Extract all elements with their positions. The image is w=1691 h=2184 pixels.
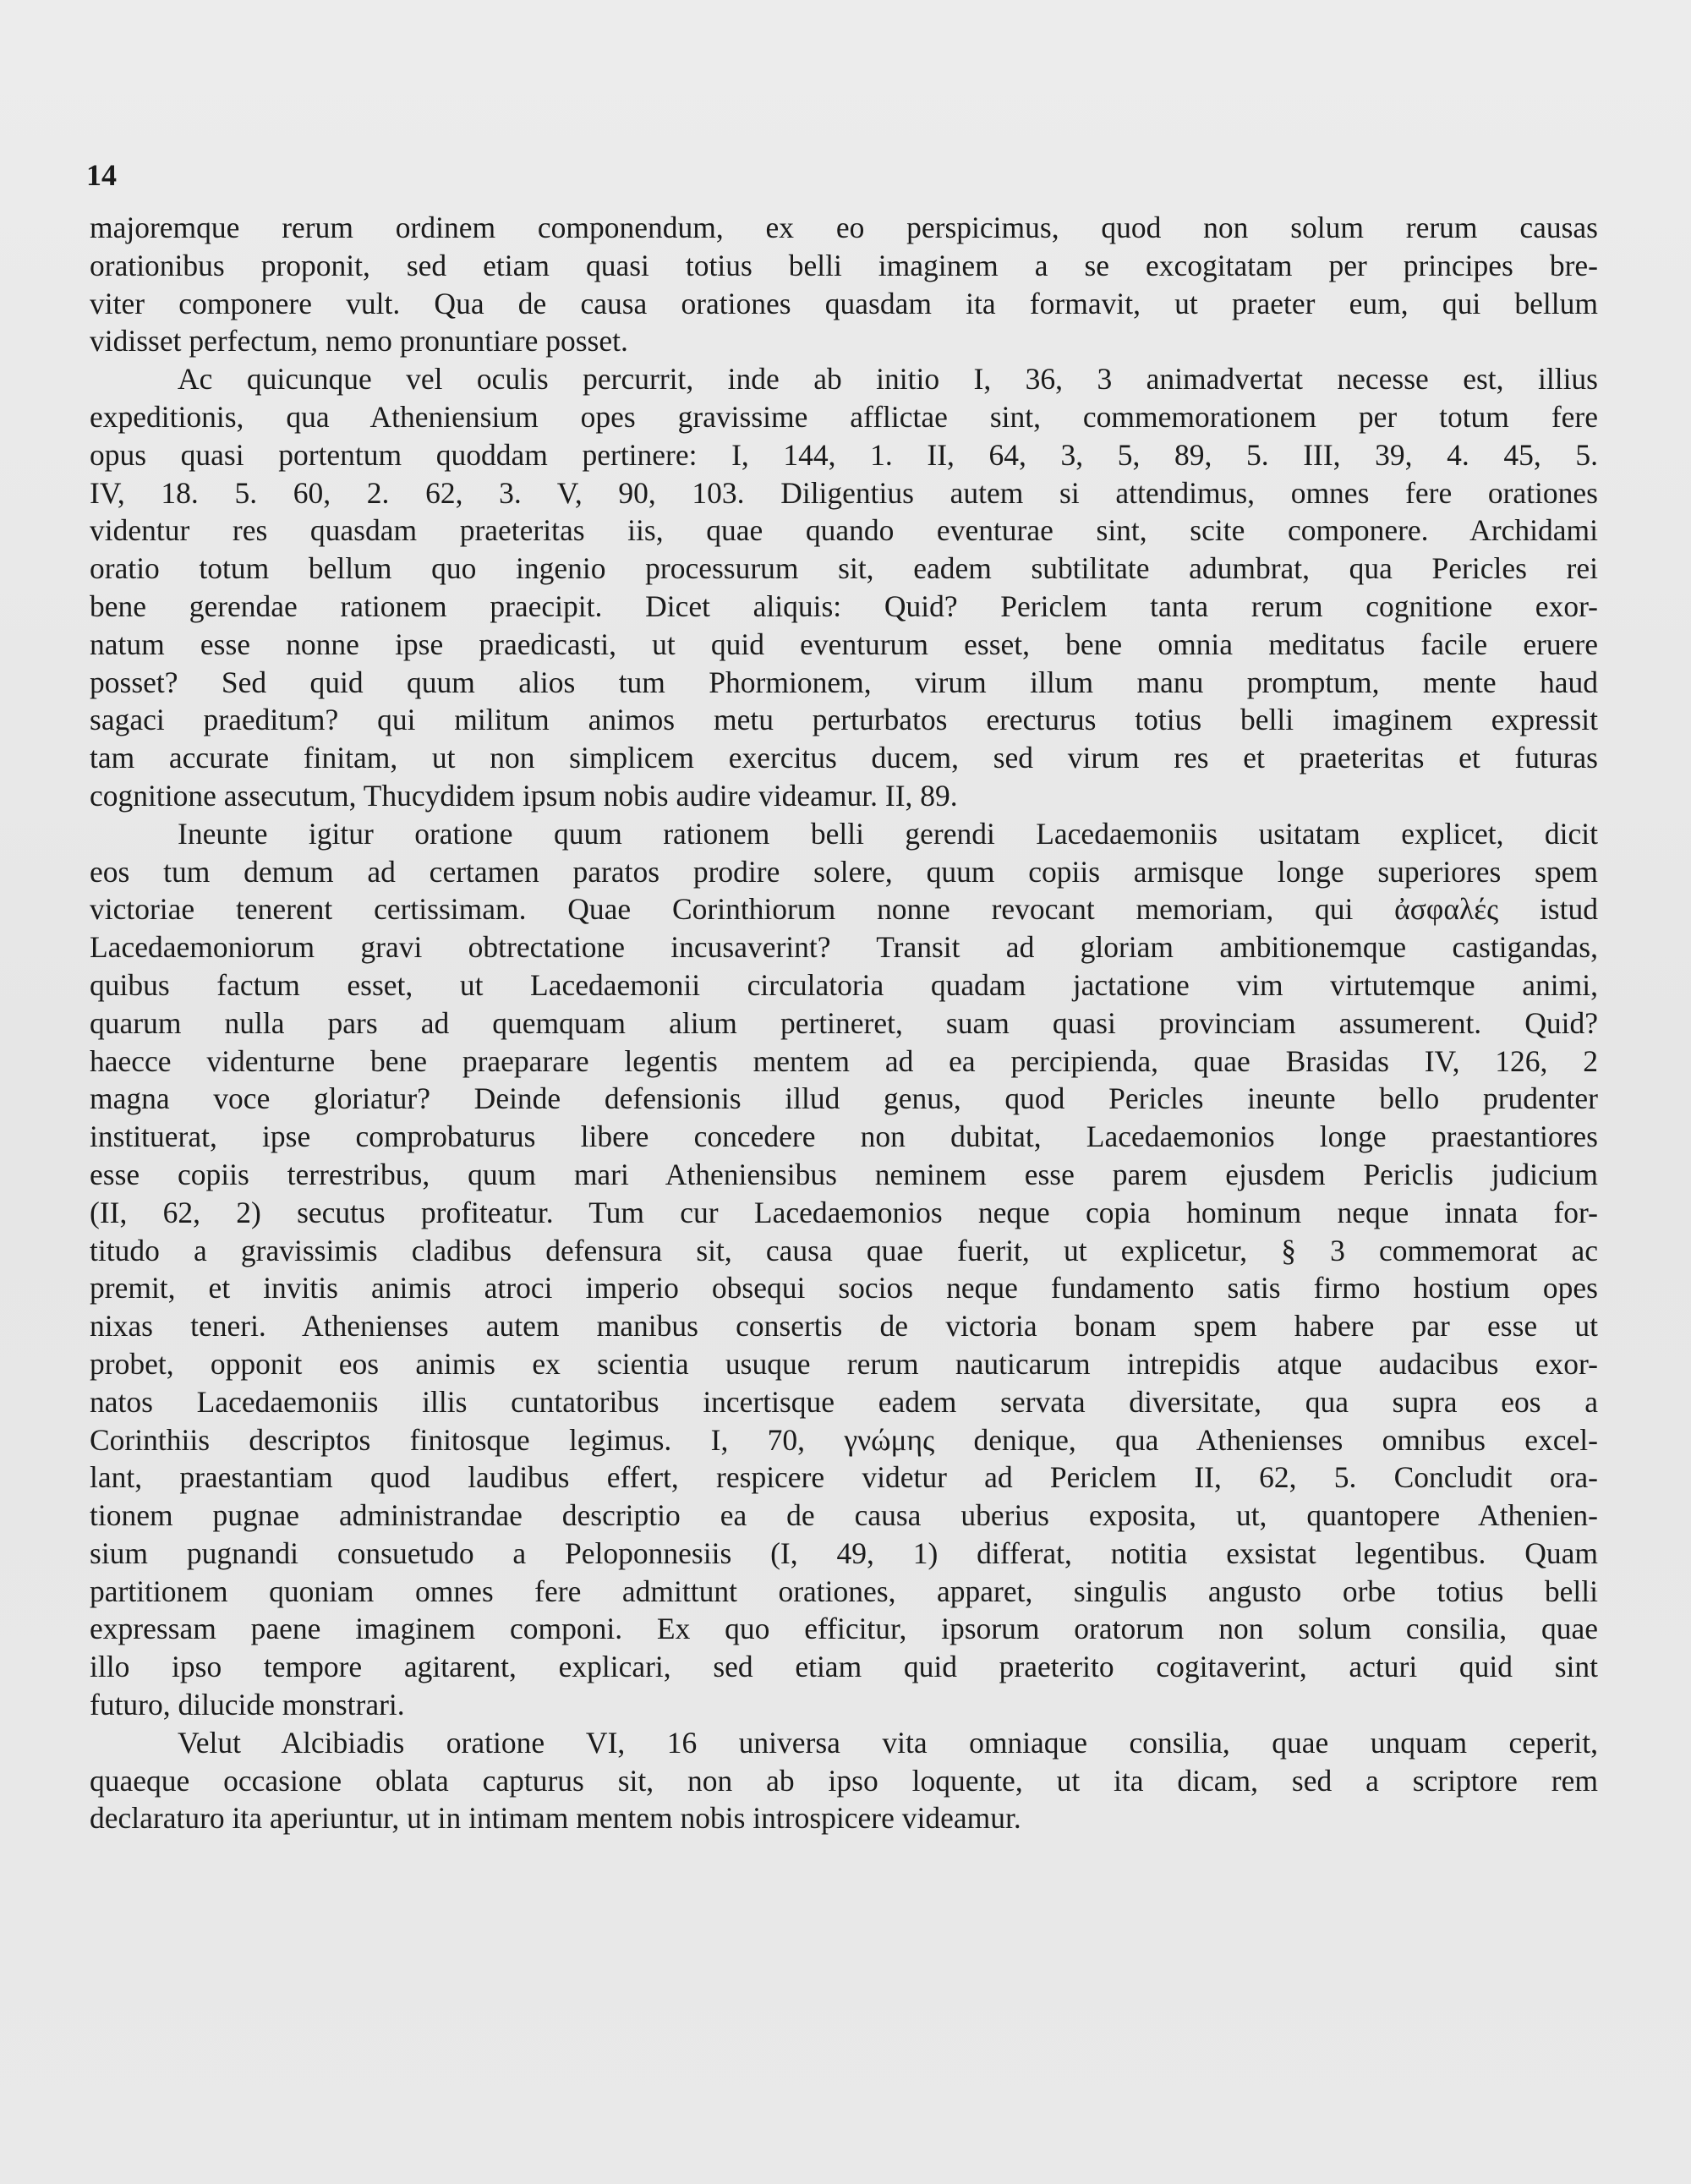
text-line: expressam paene imaginem componi. Ex quo efficitur, ipsorum oratorum non solum consilia, quae bbox=[90, 1612, 1598, 1646]
text-line: Ac quicunque vel oculis percurrit, inde ab initio I, 36, 3 animadvertat necesse est, illius bbox=[178, 362, 1598, 397]
text-line: videntur res quasdam praeteritas iis, quae quando eventurae sint, scite componere. Archidami bbox=[90, 513, 1598, 548]
text-line: futuro, dilucide monstrari. bbox=[90, 1688, 405, 1722]
text-line: cognitione assecutum, Thucydidem ipsum nobis audire videamur. II, 89. bbox=[90, 778, 958, 813]
text-line: quarum nulla pars ad quemquam alium pertineret, suam quasi provinciam assumerent. Quid? bbox=[90, 1005, 1598, 1040]
text-line: expeditionis, qua Atheniensium opes gravissime afflictae sint, commemorationem per totum fere bbox=[90, 399, 1598, 434]
text-line: quibus factum esset, ut Lacedaemonii circulatoria quadam jactatione vim virtutemque animi, bbox=[90, 967, 1598, 1002]
text-line: declaraturo ita aperiuntur, ut in intimam mentem nobis introspicere videamur. bbox=[90, 1801, 1021, 1836]
text-line: viter componere vult. Qua de causa orationes quasdam ita formavit, ut praeter eum, qui bellum bbox=[90, 286, 1598, 320]
paragraph bbox=[90, 1724, 1598, 1837]
text-line: partitionem quoniam omnes fere admittunt orationes, apparet, singulis angusto orbe totius belli bbox=[90, 1574, 1598, 1608]
paragraph bbox=[90, 360, 1598, 815]
text-line: probet, opponit eos animis ex scientia usuque rerum nauticarum intrepidis atque audacibus exor- bbox=[90, 1346, 1598, 1381]
text-line: lant, praestantiam quod laudibus effert, respicere videtur ad Periclem II, 62, 5. Concludit ora- bbox=[90, 1460, 1598, 1495]
text-line: quaeque occasione oblata capturus sit, non ab ipso loquente, ut ita dicam, sed a scriptore rem bbox=[90, 1763, 1598, 1798]
text-line: illo ipso tempore agitarent, explicari, sed etiam quid praeterito cogitaverint, acturi quid sint bbox=[90, 1650, 1598, 1684]
text-line: posset? Sed quid quum alios tum Phormionem, virum illum manu promptum, mente haud bbox=[90, 665, 1598, 699]
text-line: eos tum demum ad certamen paratos prodire solere, quum copiis armisque longe superiores spem bbox=[90, 854, 1598, 889]
text-line: bene gerendae rationem praecipit. Dicet aliquis: Quid? Periclem tanta rerum cognitione exor- bbox=[90, 588, 1598, 623]
page-number: 14 bbox=[86, 158, 117, 192]
paragraph bbox=[90, 815, 1598, 1724]
text-line: Velut Alcibiadis oratione VI, 16 universa vita omniaque consilia, quae unquam ceperit, bbox=[178, 1725, 1598, 1760]
text-line: Corinthiis descriptos finitosque legimus. I, 70, γνώμης denique, qua Athenienses omnibus excel- bbox=[90, 1422, 1598, 1457]
text-line: majoremque rerum ordinem componendum, ex eo perspicimus, quod non solum rerum causas bbox=[90, 211, 1598, 244]
text-line: victoriae tenerent certissimam. Quae Corinthiorum nonne revocant memoriam, qui ἀσφαλές istud bbox=[90, 892, 1598, 927]
text-line: oratio totum bellum quo ingenio processurum sit, eadem subtilitate adumbrat, qua Pericles rei bbox=[90, 551, 1598, 586]
text-line: vidisset perfectum, nemo pronuntiare posset. bbox=[90, 324, 628, 359]
text-line: natos Lacedaemoniis illis cuntatoribus incertisque eadem servata diversitate, qua supra eos a bbox=[90, 1384, 1598, 1419]
text-line: opus quasi portentum quoddam pertinere: I, 144, 1. II, 64, 3, 5, 89, 5. III, 39, 4. 45, 5. bbox=[90, 437, 1598, 472]
text-line: premit, et invitis animis atroci imperio obsequi socios neque fundamento satis firmo hostium opes bbox=[90, 1271, 1598, 1305]
text-line: Ineunte igitur oratione quum rationem belli gerendi Lacedaemoniis usitatam explicet, dicit bbox=[178, 816, 1598, 851]
text-line: nixas teneri. Athenienses autem manibus consertis de victoria bonam spem habere par esse ut bbox=[90, 1309, 1598, 1344]
text-line: tionem pugnae administrandae descriptio ea de causa uberius exposita, ut, quantopere Athenien- bbox=[90, 1498, 1598, 1533]
text-line: instituerat, ipse comprobaturus libere concedere non dubitat, Lacedaemonios longe praestantiores bbox=[90, 1119, 1598, 1154]
text-line: sium pugnandi consuetudo a Peloponnesiis (I, 49, 1) differat, notitia exsistat legentibus. Quam bbox=[90, 1535, 1598, 1570]
text-line: magna voce gloriatur? Deinde defensionis illud genus, quod Pericles ineunte bello prudenter bbox=[90, 1081, 1598, 1116]
text-line: (II, 62, 2) secutus profiteatur. Tum cur Lacedaemonios neque copia hominum neque innata for- bbox=[90, 1195, 1598, 1229]
text-line: esse copiis terrestribus, quum mari Atheniensibus neminem esse parem ejusdem Periclis judicium bbox=[90, 1157, 1598, 1191]
body-text bbox=[90, 209, 1598, 1837]
text-line: orationibus proponit, sed etiam quasi totius belli imaginem a se excogitatam per principes bre- bbox=[90, 248, 1598, 282]
text-line: natum esse nonne ipse praedicasti, ut quid eventurum esset, bene omnia meditatus facile eruere bbox=[90, 627, 1598, 661]
text-line: sagaci praeditum? qui militum animos metu perturbatos erecturus totius belli imaginem expressit bbox=[90, 703, 1598, 737]
text-line: haecce videnturne bene praeparare legentis mentem ad ea percipienda, quae Brasidas IV, 126, 2 bbox=[90, 1043, 1598, 1078]
text-line: Lacedaemoniorum gravi obtrectatione incusaverint? Transit ad gloriam ambitionemque castigandas, bbox=[90, 930, 1598, 965]
text-line: tam accurate finitam, ut non simplicem exercitus ducem, sed virum res et praeteritas et futuras bbox=[90, 741, 1598, 775]
text-line: IV, 18. 5. 60, 2. 62, 3. V, 90, 103. Diligentius autem si attendimus, omnes fere orationes bbox=[90, 475, 1598, 510]
paragraph bbox=[90, 209, 1598, 360]
text-line: titudo a gravissimis cladibus defensura sit, causa quae fuerit, ut explicetur, § 3 commemorat ac bbox=[90, 1233, 1598, 1267]
